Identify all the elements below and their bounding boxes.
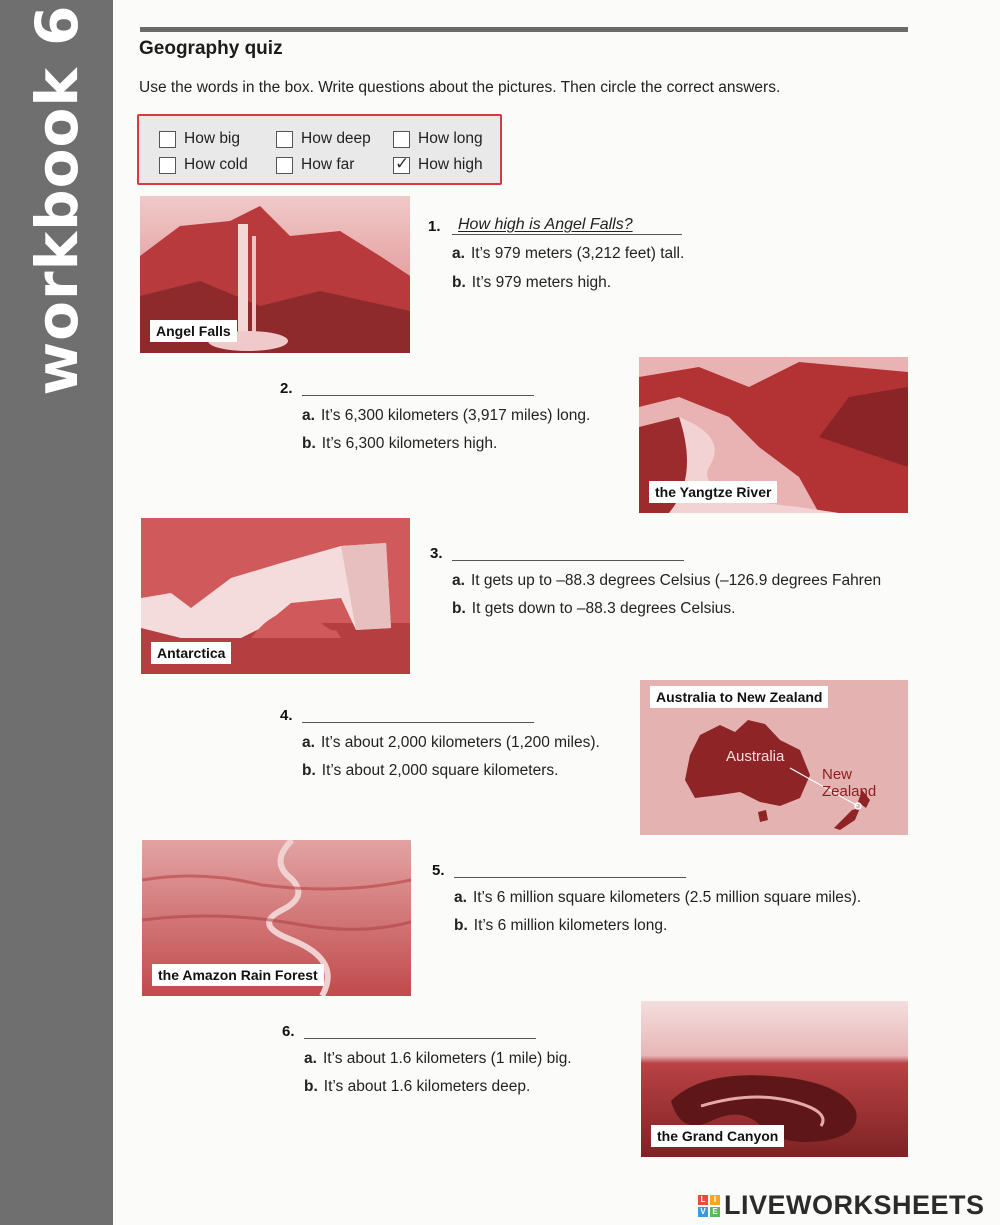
question-number-2: 2. bbox=[280, 380, 293, 397]
option-5b[interactable]: b. It’s 6 million kilometers long. bbox=[454, 917, 668, 934]
option-6a[interactable]: a. It’s about 1.6 kilometers (1 mile) big. bbox=[304, 1050, 572, 1067]
checkbox-checked[interactable] bbox=[393, 157, 410, 174]
checkbox[interactable] bbox=[159, 131, 176, 148]
checkbox[interactable] bbox=[276, 157, 293, 174]
liveworksheets-logo bbox=[698, 1190, 985, 1221]
answer-line-6[interactable] bbox=[304, 1020, 536, 1039]
answer-line-5[interactable] bbox=[454, 859, 686, 878]
instructions: Use the words in the box. Write questions about the pictures. Then circle the correct answers. bbox=[139, 79, 781, 96]
photo-angel-falls bbox=[140, 196, 410, 353]
question-number-5: 5. bbox=[432, 862, 445, 879]
word-box bbox=[137, 114, 502, 185]
option-4b[interactable]: b. It’s about 2,000 square kilometers. bbox=[302, 762, 559, 779]
photo-antarctica bbox=[141, 518, 410, 674]
caption-yangtze-river: the Yangtze River bbox=[649, 481, 777, 503]
liveworksheets-wordmark: LIVEWORKSHEETS bbox=[724, 1190, 985, 1220]
caption-amazon-rain-forest: the Amazon Rain Forest bbox=[152, 964, 324, 986]
sidebar-title: workbook 6 bbox=[23, 4, 91, 396]
option-2b[interactable]: b. It’s 6,300 kilometers high. bbox=[302, 435, 498, 452]
question-number-6: 6. bbox=[282, 1023, 295, 1040]
option-3b[interactable]: b. It gets down to –88.3 degrees Celsius. bbox=[452, 600, 736, 617]
question-number-1: 1. bbox=[428, 218, 441, 235]
option-1a[interactable]: a. It’s 979 meters (3,212 feet) tall. bbox=[452, 245, 685, 262]
caption-angel-falls: Angel Falls bbox=[150, 320, 237, 342]
photo-grand-canyon bbox=[641, 1001, 908, 1157]
top-rule bbox=[140, 27, 908, 32]
option-1b[interactable]: b. It’s 979 meters high. bbox=[452, 274, 612, 291]
liveworksheets-logo-icon: L I V E bbox=[698, 1195, 720, 1217]
question-number-3: 3. bbox=[430, 545, 443, 562]
checkbox[interactable] bbox=[276, 131, 293, 148]
map-label-australia: Australia bbox=[726, 748, 785, 765]
word-option-how-far[interactable]: How far bbox=[276, 156, 354, 174]
photo-amazon-rain-forest bbox=[142, 840, 411, 996]
checkbox[interactable] bbox=[393, 131, 410, 148]
option-6b[interactable]: b. It’s about 1.6 kilometers deep. bbox=[304, 1078, 531, 1095]
caption-grand-canyon: the Grand Canyon bbox=[651, 1125, 784, 1147]
option-3a[interactable]: a. It gets up to –88.3 degrees Celsius (–126.9 degrees Fahren bbox=[452, 572, 882, 589]
word-option-how-deep[interactable]: How deep bbox=[276, 130, 371, 148]
option-2a[interactable]: a. It’s 6,300 kilometers (3,917 miles) long. bbox=[302, 407, 591, 424]
page-title: Geography quiz bbox=[139, 38, 283, 59]
option-5a[interactable]: a. It’s 6 million square kilometers (2.5 million square miles). bbox=[454, 889, 862, 906]
answer-line-2[interactable] bbox=[302, 377, 534, 396]
checkbox[interactable] bbox=[159, 157, 176, 174]
word-option-how-high[interactable]: ✓ How high bbox=[393, 156, 483, 174]
word-option-how-cold[interactable]: How cold bbox=[159, 156, 248, 174]
caption-australia-to-new-zealand: Australia to New Zealand bbox=[650, 686, 828, 708]
word-option-how-long[interactable]: How long bbox=[393, 130, 483, 148]
photo-yangtze-river bbox=[639, 357, 908, 513]
answer-line-4[interactable] bbox=[302, 704, 534, 723]
answer-text-1: How high is Angel Falls? bbox=[458, 216, 633, 233]
question-number-4: 4. bbox=[280, 707, 293, 724]
map-label-new-zealand: New Zealand bbox=[822, 766, 877, 800]
caption-antarctica: Antarctica bbox=[151, 642, 231, 664]
word-option-how-big[interactable]: How big bbox=[159, 130, 240, 148]
option-4a[interactable]: a. It’s about 2,000 kilometers (1,200 miles). bbox=[302, 734, 600, 751]
map-australia-new-zealand bbox=[640, 680, 908, 835]
sidebar bbox=[0, 0, 113, 1225]
answer-line-3[interactable] bbox=[452, 542, 684, 561]
